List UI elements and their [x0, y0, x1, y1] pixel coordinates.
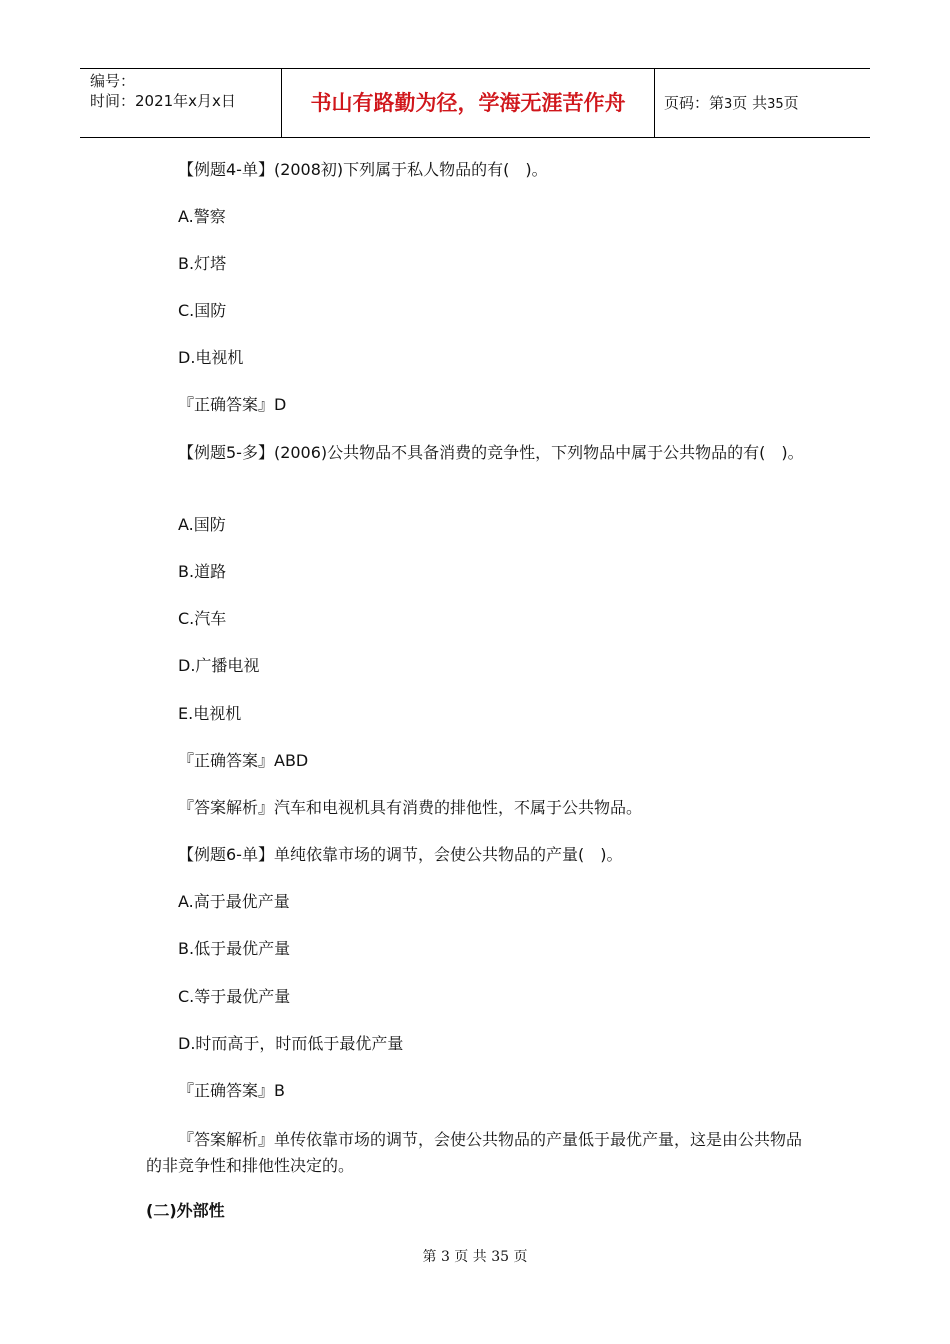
question-5-answer: 『正确答案』ABD	[178, 751, 309, 770]
time-label: 时间：2021年x月x日	[90, 92, 236, 110]
question-6-option-d: D.时而高于，时而低于最优产量	[178, 1034, 404, 1053]
question-4-option-a: A.警察	[178, 207, 226, 226]
question-5-option-c: C.汽车	[178, 609, 227, 628]
question-5-option-b: B.道路	[178, 562, 227, 581]
question-6-answer: 『正确答案』B	[178, 1081, 285, 1100]
section-heading: (二)外部性	[146, 1201, 225, 1220]
question-5-option-a: A.国防	[178, 515, 226, 534]
page-suffix: 页	[783, 94, 799, 112]
question-4-option-d: D.电视机	[178, 348, 244, 367]
number-label: 编号：	[90, 72, 136, 90]
question-4-stem: 【例题4-单】(2008初)下列属于私人物品的有( )。	[178, 160, 548, 179]
page-total: 35	[767, 97, 784, 112]
question-6-option-b: B.低于最优产量	[178, 939, 291, 958]
page-footer: 第 3 页 共 35 页	[422, 1249, 528, 1265]
question-5-option-e: E.电视机	[178, 704, 242, 723]
question-6-explanation: 『答案解析』单传依靠市场的调节，会使公共物品的产量低于最优产量，这是由公共物品的非竞争性和排他性决定的。	[146, 1130, 803, 1175]
page-header	[80, 68, 870, 138]
question-6-stem: 【例题6-单】单纯依靠市场的调节，会使公共物品的产量( )。	[178, 845, 623, 864]
header-motto: 书山有路勤为径，学海无涯苦作舟	[282, 69, 655, 137]
header-page-info	[655, 69, 870, 137]
question-4-option-b: B.灯塔	[178, 254, 227, 273]
page-prefix: 页码：第	[664, 94, 725, 112]
question-5-stem: 【例题5-多】(2006)公共物品不具备消费的竞争性，下列物品中属于公共物品的有( )。	[178, 443, 804, 462]
question-6-option-c: C.等于最优产量	[178, 987, 291, 1006]
question-4-answer: 『正确答案』D	[178, 395, 287, 414]
question-5-option-d: D.广播电视	[178, 656, 260, 675]
question-6-option-a: A.高于最优产量	[178, 892, 290, 911]
question-4-option-c: C.国防	[178, 301, 227, 320]
header-meta-cell	[80, 69, 282, 137]
page-current: 3	[724, 97, 733, 112]
question-5-explanation: 『答案解析』汽车和电视机具有消费的排他性，不属于公共物品。	[178, 798, 643, 817]
page-middle: 页 共	[732, 94, 768, 112]
